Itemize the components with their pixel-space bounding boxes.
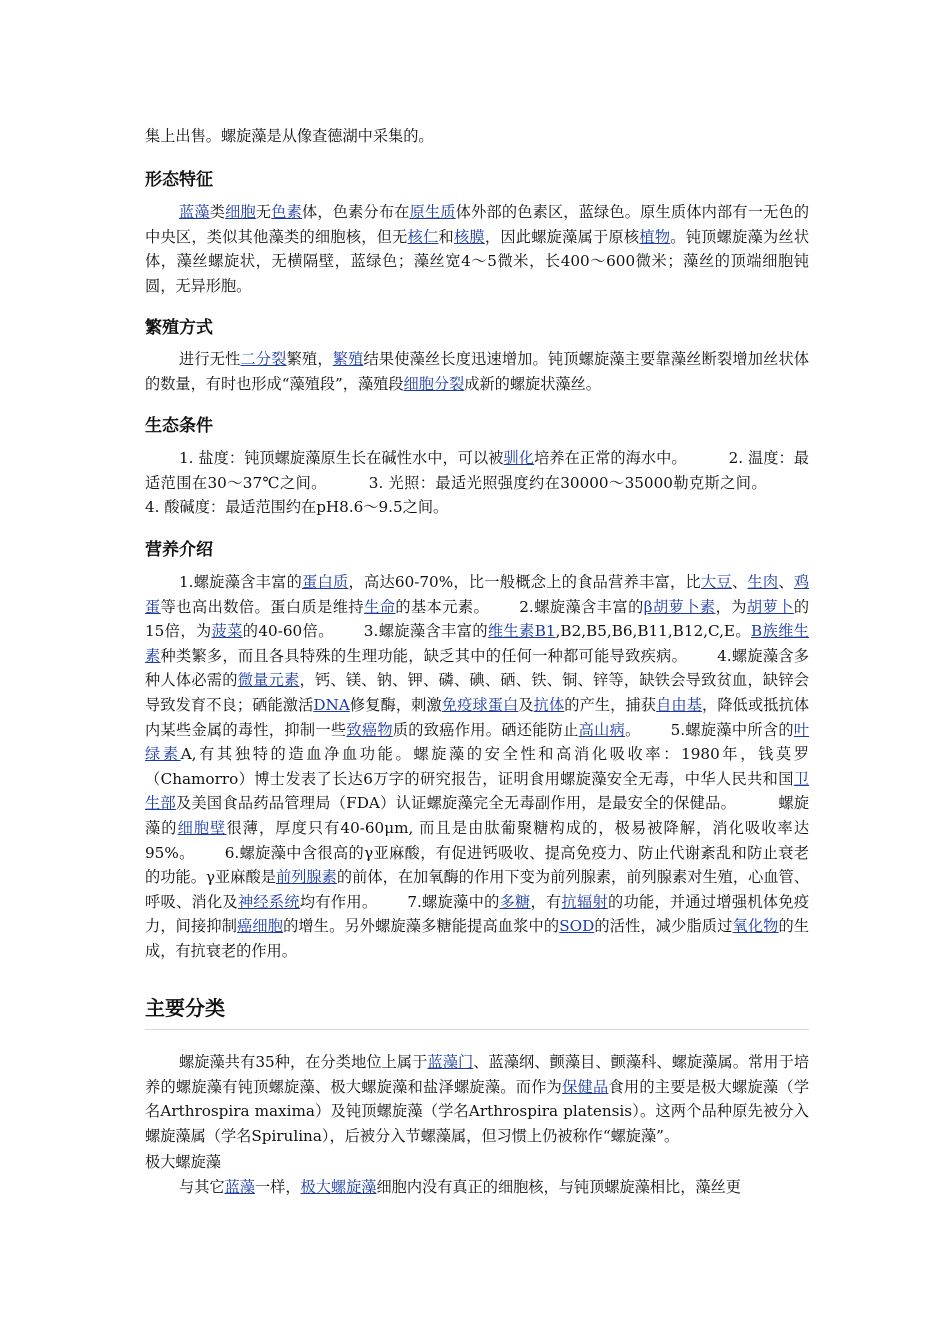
link-kangti[interactable]: 抗体 — [533, 695, 565, 714]
link-weiliang[interactable]: 微量元素 — [237, 671, 300, 690]
link-erfenlie[interactable]: 二分裂 — [240, 350, 287, 368]
link-zhiwu[interactable]: 植物 — [639, 227, 671, 246]
ecology-paragraph: 1. 盐度：钝顶螺旋藻原生长在碱性水中，可以被驯化培养在正常的海水中。 2. 温度：最适范围在30～37℃之间。 3. 光照：最适光照强度约在30000～35000勒克斯之间。4. 酸碱度：最适范围约在pH8.6～9.5之间。 — [145, 449, 809, 517]
section-heading-ecology: 生态条件 — [145, 416, 213, 436]
link-jida[interactable]: 极大螺旋藻 — [300, 1177, 377, 1196]
link-zhiaiwu[interactable]: 致癌物 — [346, 720, 393, 739]
link-hemo[interactable]: 核膜 — [453, 227, 485, 246]
link-shenjing[interactable]: 神经系统 — [237, 892, 300, 911]
link-jidan[interactable]: 鸡蛋 — [145, 573, 810, 616]
classification-paragraph: 螺旋藻共有35种，在分类地位上属于蓝藻门、蓝藻纲、颤藻目、颤藻科、螺旋藻属。常用于培养的螺旋藻有钝顶螺旋藻、极大螺旋藻和盐泽螺旋藻。而作为保健品食用的主要是极大螺旋藻（学名Arthrospira maxima）及钝顶螺旋藻（学名Arthrospira platensis）。这两个品种原先被分入螺旋藻属（学名Spirulina），后被分入节螺藻属，但习惯上仍被称作“螺旋藻”。 — [145, 1053, 810, 1145]
link-shengming[interactable]: 生命 — [364, 597, 396, 616]
link-beta-carotene[interactable]: β胡萝卜素 — [643, 597, 716, 616]
nutrition-paragraph: 1.螺旋藻含丰富的蛋白质，高达60-70%，比一般概念上的食品营养丰富，比大豆、生肉、鸡蛋等也高出数倍。蛋白质是维持生命的基本元素。 2.螺旋藻含丰富的β胡萝卜素，为胡萝卜的15倍，为菠菜的40-60倍。 3.螺旋藻含丰富的维生素B1,B2,B5,B6,B11,B12,C,E。B族维生素种类繁多，而且各具特殊的生理功能，缺乏其中的任何一种都可能导致疾病。 4.螺旋藻含多种人体必需的微量元素，钙、镁、钠、钾、磷、碘、硒、铁、铜、锌等，缺铁会导致贫血，缺锌会导致发育不良；硒能激活DNA修复酶，刺激免疫球蛋白及抗体的产生，捕获自由基，降低或抵抗体内某些金属的毒性，抑制一些致癌物质的致癌作用。硒还能防止高山病。 5.螺旋藻中所含的叶绿素A,有其独特的造血净血功能。螺旋藻的安全性和高消化吸收率：1980年，钱莫罗（Chamorro）博士发表了长达6万字的研究报告，证明食用螺旋藻安全无毒，中华人民共和国卫生部及美国食品药品管理局（FDA）认证螺旋藻完全无毒副作用，是最安全的保健品。 螺旋藻的细胞壁很薄，厚度只有40-60μm, 而且是由肽葡聚糖构成的，极易被降解，消化吸收率达95%。 6.螺旋藻中含很高的γ亚麻酸，有促进钙吸收、提高免疫力、防止代谢紊乱和防止衰老的功能。γ亚麻酸是前列腺素的前体，在加氧酶的作用下变为前列腺素，前列腺素对生殖，心血管、呼吸、消化及神经系统均有作用。 7.螺旋藻中的多糖，有抗辐射的功能，并通过增强机体免疫力，间接抑制癌细胞的增生。另外螺旋藻多糖能提高血浆中的SOD的活性，减少脂质过氧化物的生成，有抗衰老的作用。 — [145, 573, 810, 960]
link-bocai[interactable]: 菠菜 — [211, 622, 243, 641]
maxima-paragraph: 与其它蓝藻一样，极大螺旋藻细胞内没有真正的细胞核，与钝顶螺旋藻相比，藻丝更 — [179, 1177, 741, 1196]
link-kangfushe[interactable]: 抗辐射 — [561, 892, 608, 911]
link-aixibao[interactable]: 癌细胞 — [237, 917, 284, 936]
reproduction-paragraph: 进行无性二分裂繁殖，繁殖结果使藻丝长度迅速增加。钝顶螺旋藻主要靠藻丝断裂增加丝状体的数量，有时也形成“藻殖段”，藻殖段细胞分裂成新的螺旋状藻丝。 — [145, 350, 810, 393]
link-yanghuawu[interactable]: 氧化物 — [732, 917, 779, 936]
section-heading-classification: 主要分类 — [145, 996, 225, 1020]
link-sesu[interactable]: 色素 — [271, 203, 302, 221]
link-xibao[interactable]: 细胞 — [225, 203, 256, 221]
link-yuanshengzhi[interactable]: 原生质 — [409, 203, 456, 221]
link-dna[interactable]: DNA — [313, 695, 350, 714]
link-fanzhi[interactable]: 繁殖 — [332, 350, 364, 368]
link-vitamin-b-group[interactable]: B族维生素 — [145, 622, 809, 665]
intro-paragraph-tail — [145, 124, 809, 149]
link-lanzao[interactable]: 蓝藻 — [179, 203, 210, 221]
link-sod[interactable]: SOD — [559, 917, 595, 936]
link-weishengbu[interactable]: 卫生部 — [145, 769, 809, 813]
link-danbaizhi[interactable]: 蛋白质 — [302, 573, 349, 591]
intro-text: 集上出售。螺旋藻是从像查德湖中采集的。 — [145, 127, 434, 145]
classification-section — [145, 993, 809, 1200]
link-qianliexiansu[interactable]: 前列腺素 — [275, 868, 337, 887]
link-gaoshanbing[interactable]: 高山病 — [578, 720, 626, 739]
link-vitamin-b1[interactable]: 维生素B1 — [487, 622, 556, 641]
link-mianyiqiu[interactable]: 免疫球蛋白 — [441, 695, 519, 714]
link-lanzao-2[interactable]: 蓝藻 — [224, 1177, 255, 1196]
section-heading-reproduction: 繁殖方式 — [145, 318, 213, 338]
section-heading-nutrition: 营养介绍 — [145, 540, 213, 560]
morphology-paragraph: 蓝藻类细胞无色素体，色素分布在原生质体外部的色素区，蓝绿色。原生质体内部有一无色的中央区，类似其他藻类的细胞核，但无核仁和核膜，因此螺旋藻属于原核植物。钝顶螺旋藻为丝状体，藻丝螺旋状，无横隔壁，蓝绿色；藻丝宽4～5微米，长400～600微米；藻丝的顶端细胞钝圆，无异形胞。 — [145, 203, 810, 295]
link-lanzaomen[interactable]: 蓝藻门 — [427, 1053, 474, 1071]
link-dadou[interactable]: 大豆 — [700, 573, 732, 591]
link-xunhua[interactable]: 驯化 — [503, 449, 535, 467]
link-baojianpin[interactable]: 保健品 — [562, 1077, 609, 1096]
link-xibaofenlie[interactable]: 细胞分裂 — [403, 374, 465, 393]
section-heading-morphology: 形态特征 — [145, 170, 213, 190]
link-heren[interactable]: 核仁 — [407, 227, 439, 246]
link-xibaobi[interactable]: 细胞壁 — [177, 818, 227, 837]
heading-divider — [145, 1029, 809, 1030]
link-huluobo[interactable]: 胡萝卜 — [746, 597, 794, 616]
link-ziyouji[interactable]: 自由基 — [656, 695, 703, 714]
subheading-maxima: 极大螺旋藻 — [145, 1153, 221, 1172]
link-duotang[interactable]: 多糖 — [499, 892, 531, 911]
link-yelvsu[interactable]: 叶绿素 — [145, 720, 810, 764]
link-shengrou[interactable]: 生肉 — [747, 573, 779, 591]
